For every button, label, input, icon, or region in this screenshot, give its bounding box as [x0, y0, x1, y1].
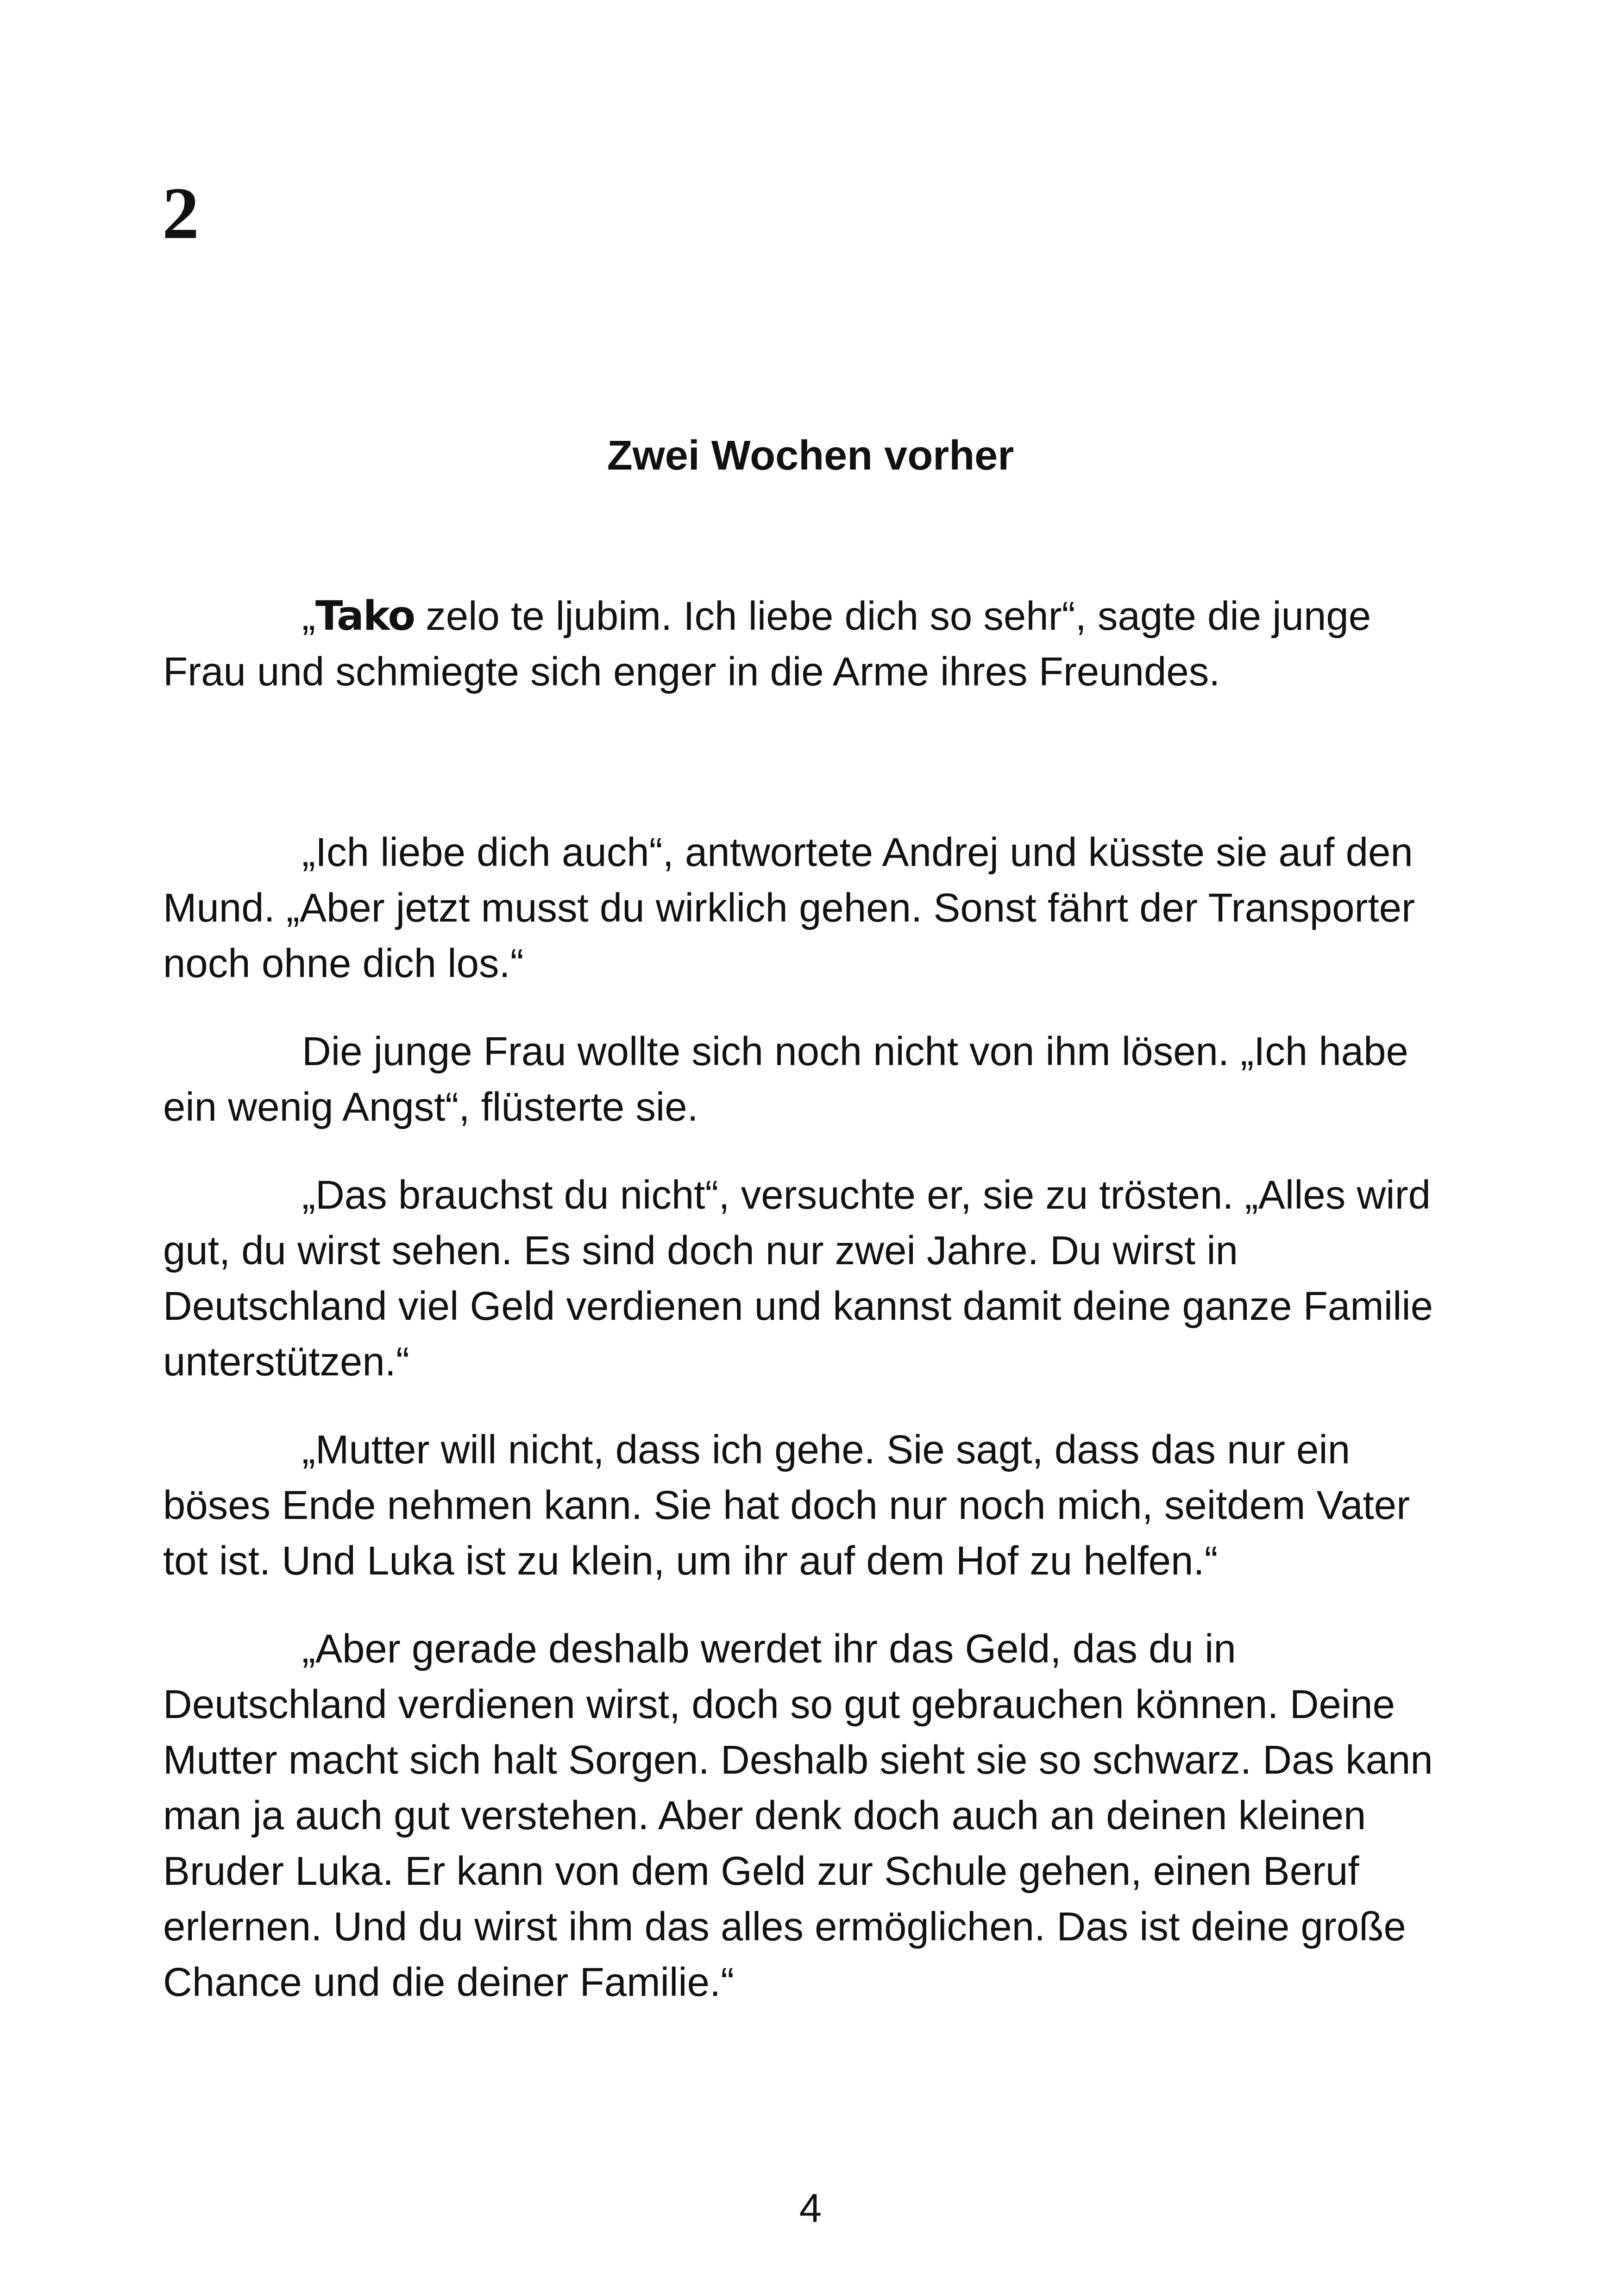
- paragraph-3: Die junge Frau wollte sich noch nicht von ihm lösen. „Ich habe ein wenig Angst“, flüsterte sie.: [163, 1029, 1408, 1129]
- body-text: [163, 588, 1464, 2010]
- opening-quote: „: [302, 594, 315, 639]
- paragraph-2: „Ich liebe dich auch“, antwortete Andrej und küsste sie auf den Mund. „Aber jetzt musst du wirklich gehen. Sonst fährt der Transporter noch ohne dich los.“: [163, 830, 1415, 986]
- foreign-word: Tako: [315, 592, 415, 640]
- paragraph-6: „Aber gerade deshalb werdet ihr das Geld, das du in Deutschland verdienen wirst, doch so gut gebrauchen können. Deine Mutter macht sich halt Sorgen. Deshalb sieht sie so schwarz. Das kann man ja auch gut verstehen. Aber denk doch auch an deinen kleinen Bruder Luka. Er kann von dem Geld zur Schule gehen, einen Beruf erlernen. Und du wirst ihm das alles ermöglichen. Das ist deine große Chance und die deiner Familie.“: [163, 1626, 1433, 2005]
- paragraph-5: „Mutter will nicht, dass ich gehe. Sie sagt, dass das nur ein böses Ende nehmen kann. Sie hat doch nur noch mich, seitdem Vater tot ist. Und Luka ist zu klein, um ihr auf dem Hof zu helfen.“: [163, 1427, 1410, 1583]
- page-number: 4: [799, 2186, 822, 2231]
- paragraph-1: [163, 588, 1464, 700]
- paragraph-1-text: zelo te ljubim. Ich liebe dich so sehr“, sagte die junge Frau und schmiegte sich enger in die Arme ihres Freundes.: [163, 594, 1371, 694]
- paragraph-4: „Das brauchst du nicht“, versuchte er, sie zu trösten. „Alles wird gut, du wirst sehen. Es sind doch nur zwei Jahre. Du wirst in Deutschland viel Geld verdienen und kannst damit deine ganze Familie unterstützen.“: [163, 1173, 1433, 1384]
- chapter-title: Zwei Wochen vorher: [607, 433, 1014, 479]
- chapter-number: 2: [162, 172, 199, 254]
